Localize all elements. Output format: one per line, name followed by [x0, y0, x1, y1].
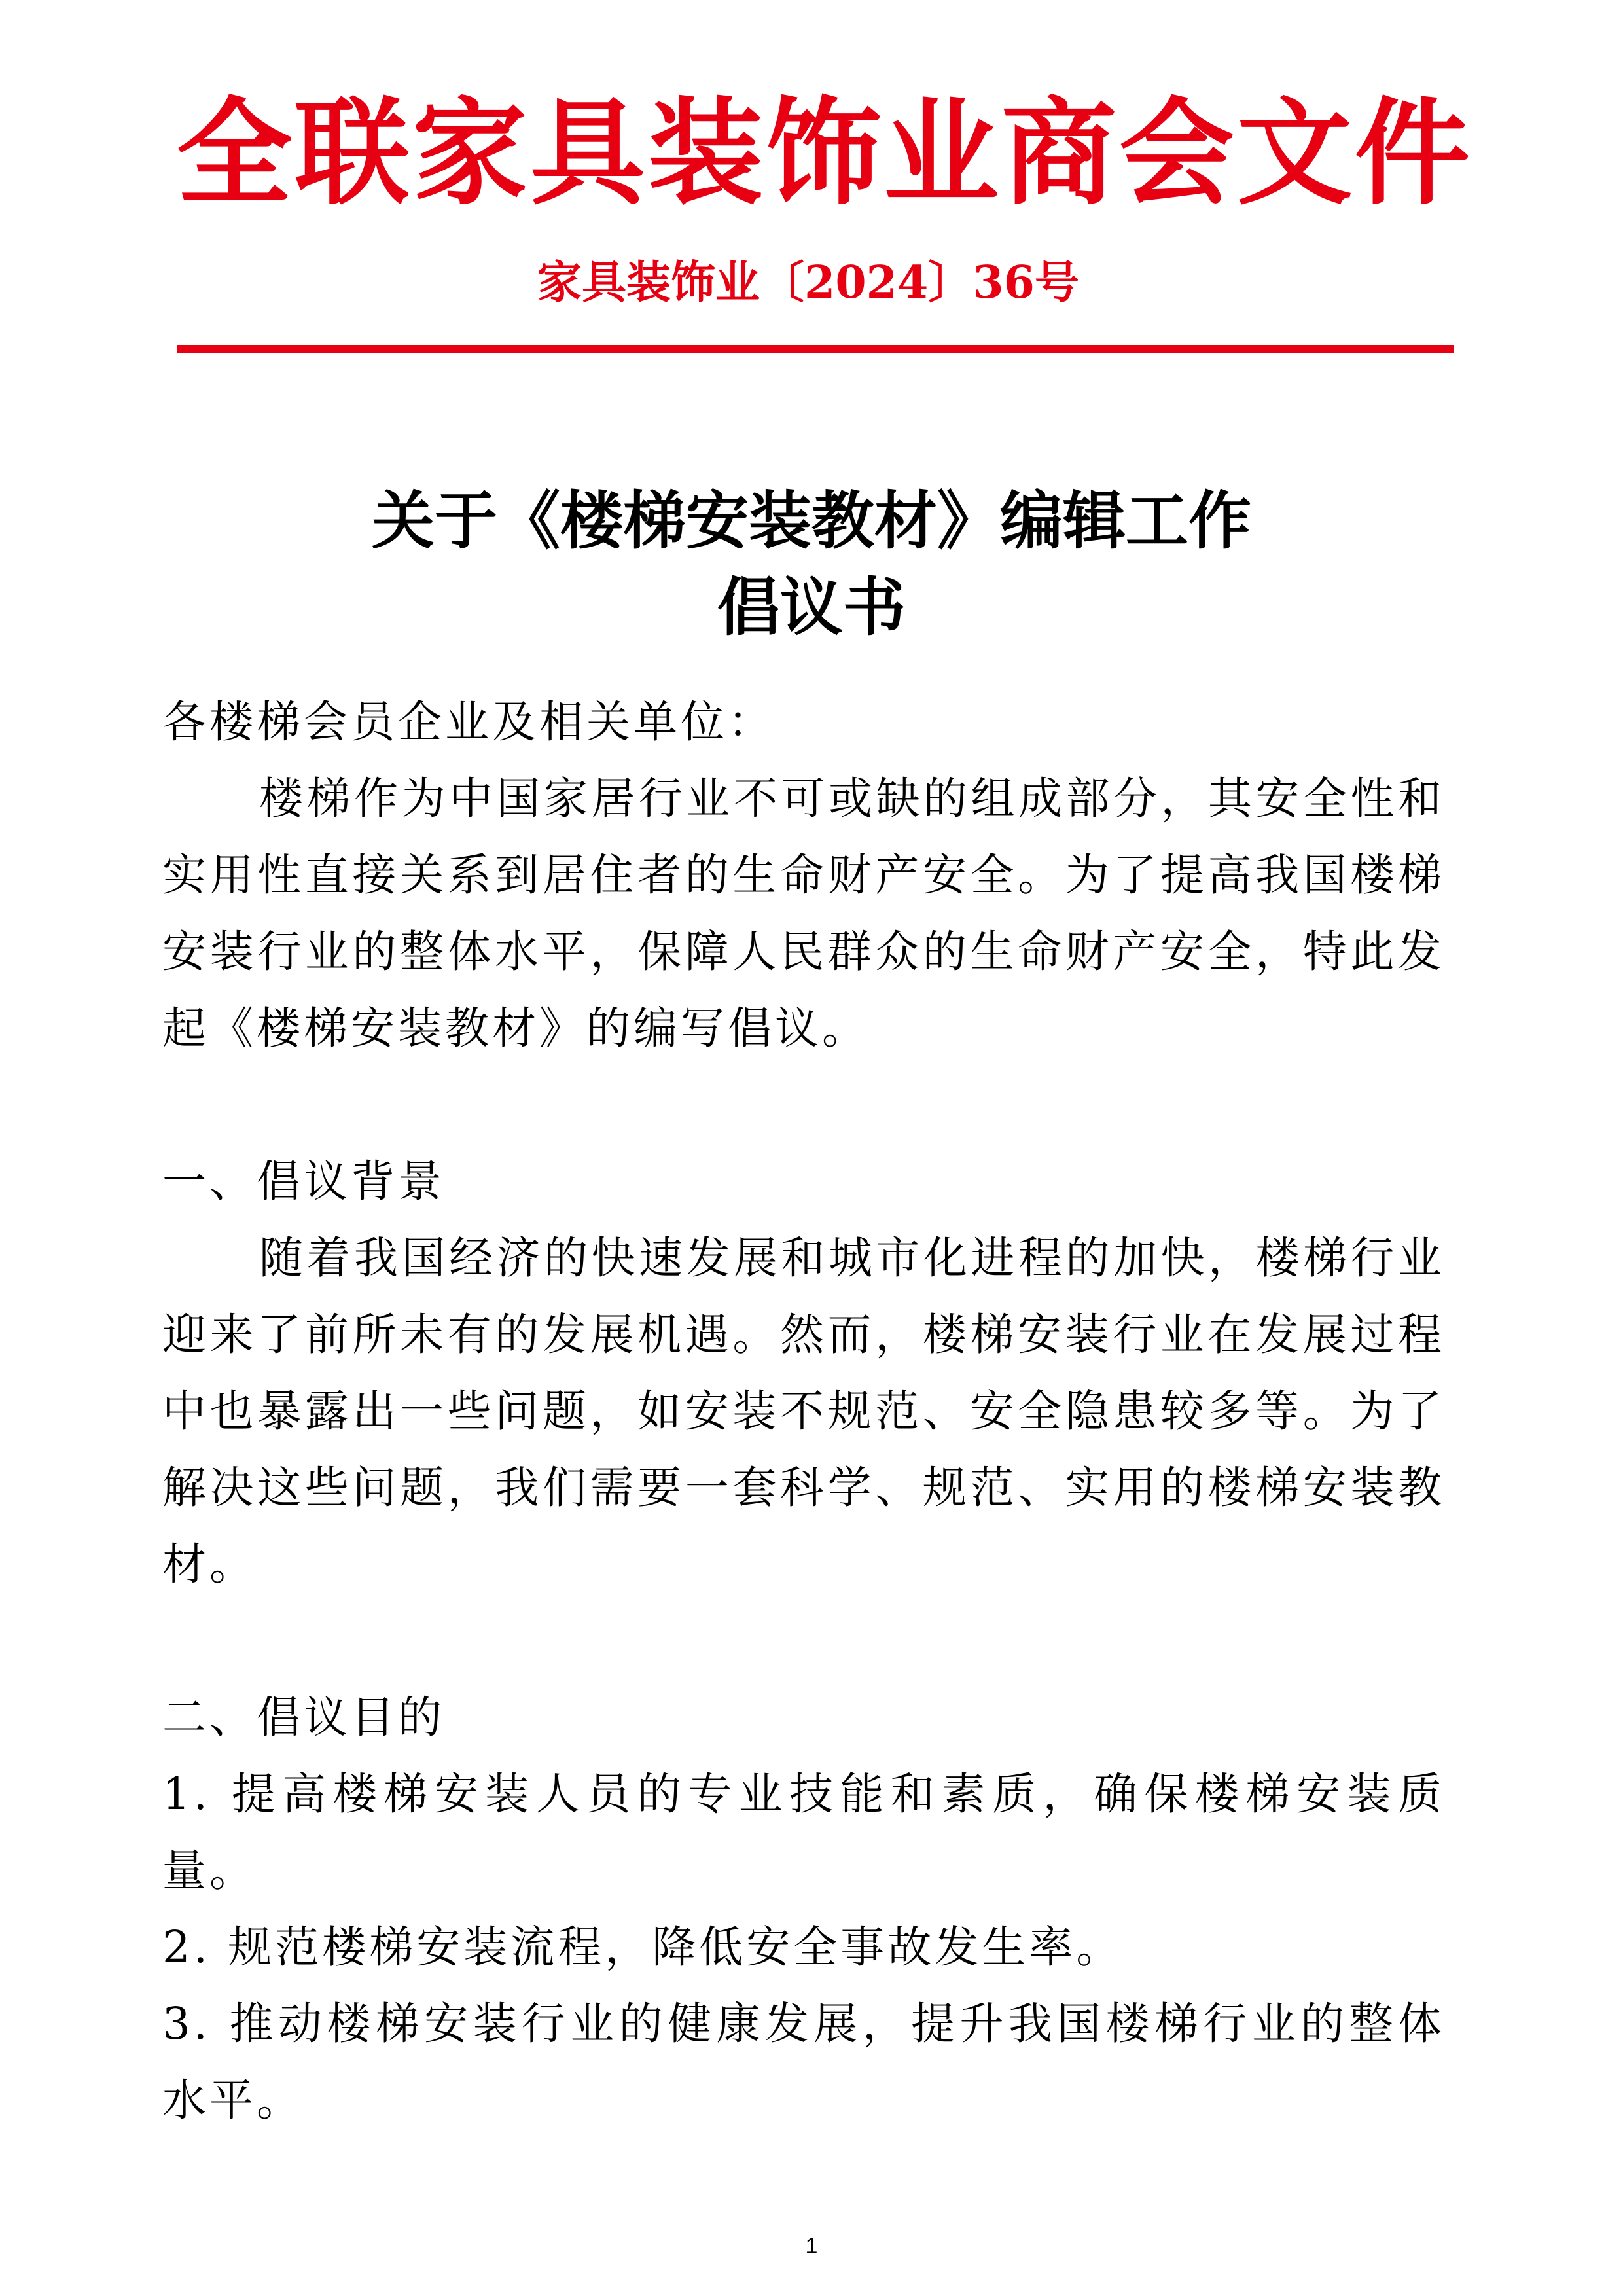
- salutation: 各楼梯会员企业及相关单位：: [162, 696, 775, 747]
- document-number: 家具装饰业〔2024〕36号: [537, 257, 1079, 309]
- intro-paragraph: 楼梯作为中国家居行业不可或缺的组成部分，其安全性和实用性直接关系到居住者的生命财产安全。为了提高我国楼梯安装行业的整体水平，保障人民群众的生命财产安全，特此发起《楼梯安装教材》的编写倡议。: [162, 773, 1445, 1054]
- red-divider-line: [177, 345, 1454, 353]
- page-number: 1: [805, 2234, 818, 2259]
- proposal-title-line-1: 关于《楼梯安装教材》编辑工作: [372, 484, 1251, 558]
- proposal-title-line-2: 倡议书: [717, 571, 906, 644]
- background-paragraph: 随着我国经济的快速发展和城市化进程的加快，楼梯行业迎来了前所未有的发展机遇。然而，楼梯安装行业在发展过程中也暴露出一些问题，如安装不规范、安全隐患较多等。为了解决这些问题，我们需要一套科学、规范、实用的楼梯安装教材。: [162, 1232, 1445, 1590]
- section-heading-background: 一、倡议背景: [162, 1156, 445, 1207]
- paragraph-spacer: [162, 1067, 1445, 1143]
- section-heading-purpose: 二、倡议目的: [162, 1692, 445, 1743]
- purpose-item: 3. 推动楼梯安装行业的健康发展，提升我国楼梯行业的整体水平。: [162, 1998, 1445, 2126]
- purpose-item: 1. 提高楼梯安装人员的专业技能和素质，确保楼梯安装质量。: [162, 1768, 1445, 1896]
- purpose-item: 2. 规范楼梯安装流程，降低安全事故发生率。: [162, 1922, 1124, 1973]
- document-body: [162, 684, 1445, 2139]
- paragraph-spacer: [162, 1603, 1445, 1679]
- proposal-title: [164, 478, 1459, 651]
- org-document-title: 全联家具装饰业商会文件: [177, 86, 1473, 221]
